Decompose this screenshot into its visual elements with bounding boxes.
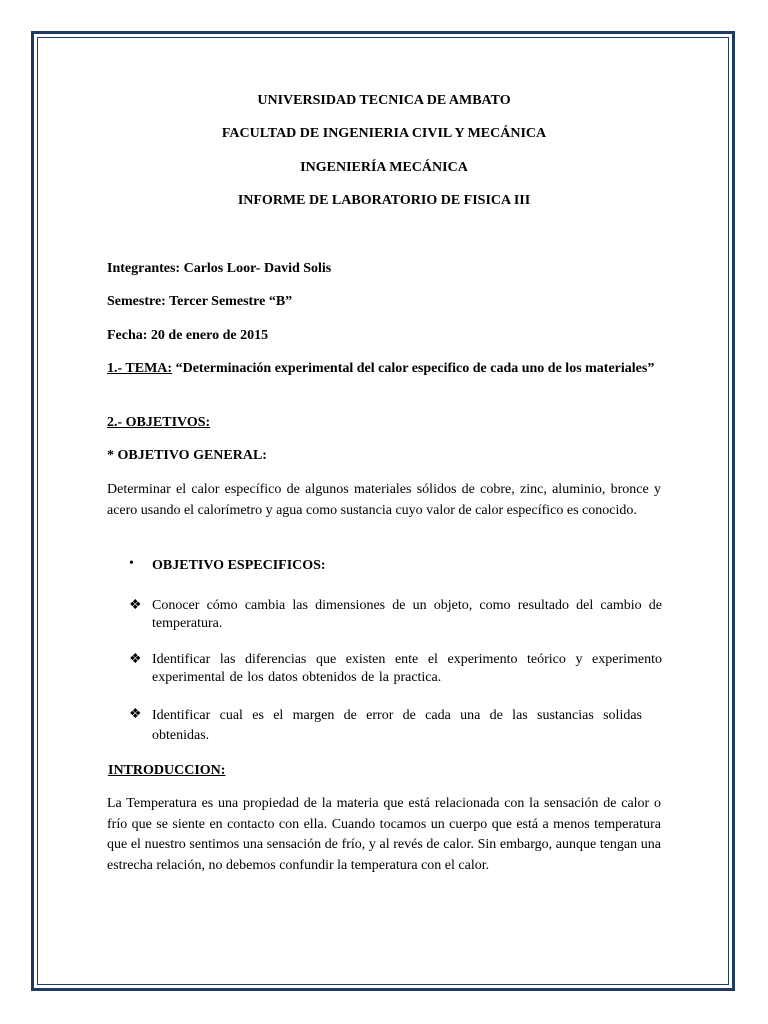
specific-objective-item: Conocer cómo cambia las dimensiones de un objeto, como resultado del cambio de temperatura. — [152, 598, 662, 631]
members-line: Integrantes: Carlos Loor- David Solis — [107, 261, 332, 276]
general-objective-text: Determinar el calor específico de algunos materiales sólidos de cobre, zinc, aluminio, bronce y acero usando el calorímetro y agua como sustancia cuyo valor de calor específico es conocido. — [107, 482, 661, 518]
introduction-heading: INTRODUCCION: — [108, 763, 226, 778]
semester-line: Semestre: Tercer Semestre “B” — [107, 294, 293, 309]
faculty-title: FACULTAD DE INGENIERIA CIVIL Y MECÁNICA — [221, 126, 547, 141]
specific-objectives-heading: OBJETIVO ESPECIFICOS: — [152, 558, 326, 573]
introduction-text: La Temperatura es una propiedad de la materia que está relacionada con la sensación de calor o frío que se siente en contacto con ella. Cuando tocamos un cuerpo que está a menos temperatura que el nuestro sentimos una sensación de frío, y al revés de calor. Sin embargo, aunque tengan una estrecha relación, no debemos confundir la temperatura con el calor. — [107, 796, 661, 873]
report-title: INFORME DE LABORATORIO DE FISICA III — [237, 193, 531, 208]
topic-label: 1.- TEMA: — [107, 361, 173, 376]
diamond-bullet-icon: ❖ — [129, 652, 142, 667]
diamond-bullet-icon: ❖ — [129, 598, 142, 613]
general-objective-heading: * OBJETIVO GENERAL: — [107, 448, 267, 463]
university-title: UNIVERSIDAD TECNICA DE AMBATO — [257, 93, 511, 108]
topic-text: “Determinación experimental del calor especifico de cada uno de los materiales” — [172, 361, 655, 376]
career-title: INGENIERÍA MECÁNICA — [300, 160, 468, 175]
specific-objective-item: Identificar las diferencias que existen ente el experimento teórico y experimento experimental de los datos obtenidos de la practica. — [152, 652, 662, 685]
date-line: Fecha: 20 de enero de 2015 — [107, 328, 269, 343]
specific-objective-item: Identificar cual es el margen de error de cada una de las sustancias solidas obtenidas. — [152, 708, 642, 743]
diamond-bullet-icon: ❖ — [129, 707, 142, 722]
topic-paragraph — [107, 358, 661, 379]
bullet-icon: • — [129, 556, 134, 571]
objectives-heading: 2.- OBJETIVOS: — [107, 415, 211, 430]
